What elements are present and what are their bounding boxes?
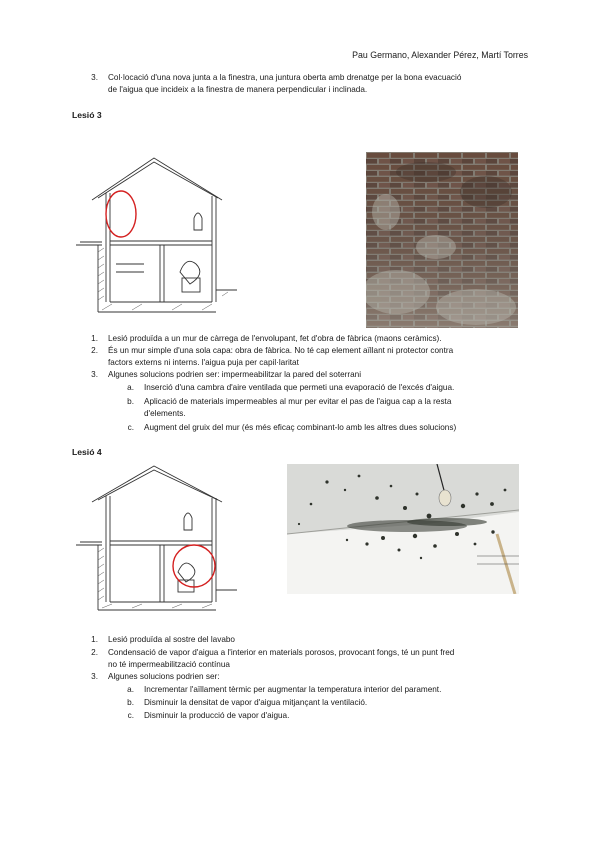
lesio4-sub-c-text: Disminuir la producció de vapor d'aigua. [144,711,290,720]
lesio3-item-1-text: Lesió produïda a un mur de càrrega de l'envolupant, fet d'obra de fàbrica (maons ceràmics). [108,334,442,343]
house-section-sketch-1 [72,152,242,327]
lesio3-sub-a-text: Inserció d'una cambra d'aire ventilada que permeti una evaporació de l'excés d'aigua. [144,383,455,392]
house-section-sketch-2 [72,462,242,622]
intro-number: 3. [91,73,98,82]
lesio4-item-1-text: Lesió produïda al sostre del lavabo [108,635,235,644]
lesio3-sub-c-letter: c. [127,423,134,432]
highlight-circle [106,191,136,237]
lesio3-item-2-text-2: factors externs ni interns. l'aigua puja per capil·laritat [108,358,299,367]
lesio4-sub-a-text: Incrementar l'aïllament tèrmic per augmentar la temperatura interior del parament. [144,685,442,694]
lesio4-item-3-text: Algunes solucions podrien ser: [108,672,220,681]
lesio4-sub-b-text: Disminuir la densitat de vapor d'aigua mitjançant la ventilació. [144,698,368,707]
intro-line-2: de l'aigua que incideix a la finestra de manera perpendicular i inclinada. [108,85,368,94]
mold-ceiling-photo [287,464,519,594]
lesio4-sub-c-letter: c. [127,711,134,720]
lesio3-sub-b-text-2: d'elements. [144,409,186,418]
intro-line-1: Col·locació d'una nova junta a la finestra, una juntura oberta amb drenatge per la bona evacuació [108,73,462,82]
lesio4-heading: Lesió 4 [72,447,102,457]
lesio4-sub-b-letter: b. [127,698,134,707]
lesio3-heading: Lesió 3 [72,110,102,120]
lesio3-sub-b-text-1: Aplicació de materials impermeables al mur per evitar el pas de l'aigua cap a la resta [144,397,452,406]
lesio4-item-1-number: 1. [91,635,98,644]
brick-wall-photo [366,152,518,328]
lesio4-sub-a-letter: a. [127,685,134,694]
lesio4-item-2-number: 2. [91,648,98,657]
lesio3-item-1-number: 1. [91,334,98,343]
lesio3-sub-c-text: Augment del gruix del mur (és més eficaç combinant-lo amb les altres dues solucions) [144,423,457,432]
author-line: Pau Germano, Alexander Pérez, Martí Torres [352,50,528,60]
lesio3-item-2-text-1: És un mur simple d'una sola capa: obra de fàbrica. No té cap element aïllant ni protector contra [108,346,454,355]
lesio3-item-2-number: 2. [91,346,98,355]
lesio3-sub-a-letter: a. [127,383,134,392]
lesio3-item-3-text: Algunes solucions podrien ser: impermeabilitzar la pared del soterrani [108,370,362,379]
lesio4-item-3-number: 3. [91,672,98,681]
lesio4-item-2-text-1: Condensació de vapor d'aigua a l'interior en materials porosos, provocant fongs, té un punt fred [108,648,455,657]
lesio3-item-3-number: 3. [91,370,98,379]
lesio3-sub-b-letter: b. [127,397,134,406]
lesio4-item-2-text-2: no té impermeabilització contínua [108,660,230,669]
